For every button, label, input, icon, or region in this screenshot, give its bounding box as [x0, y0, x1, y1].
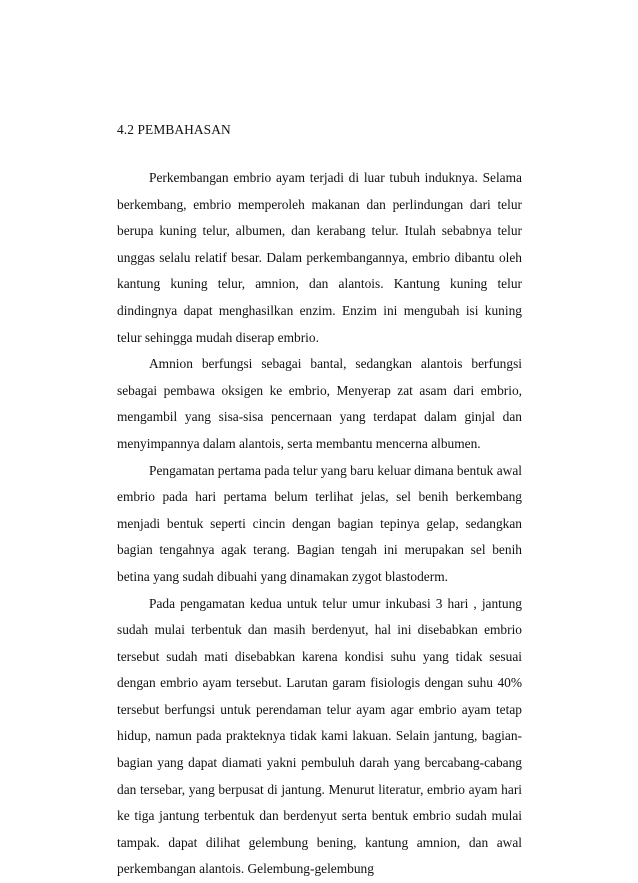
paragraph-4: Pada pengamatan kedua untuk telur umur inkubasi 3 hari , jantung sudah mulai terbentuk dan masih berdenyut, hal ini disebabkan embrio tersebut sudah mati disebabkan karena kondisi suhu yang tidak sesuai dengan embrio ayam tersebut. Larutan garam fisiologis dengan suhu 40% tersebut berfungsi untuk perendaman telur ayam agar embrio ayam tetap hidup, namun pada prakteknya tidak kami lakuan. Selain jantung, bagian-bagian yang dapat diamati yakni pembuluh darah yang bercabang-cabang dan tersebar, yang berpusat di jantung. Menurut literatur, embrio ayam hari ke tiga jantung terbentuk dan berdenyut serta bentuk embrio sudah mulai tampak. dapat dilihat gelembung bening, kantung amnion, dan awal perkembangan alantois. Gelembung-gelembung	[117, 591, 522, 883]
paragraph-2: Amnion berfungsi sebagai bantal, sedangkan alantois berfungsi sebagai pembawa oksigen ke embrio, Menyerap zat asam dari embrio, mengambil yang sisa-sisa pencernaan yang terdapat dalam ginjal dan menyimpannya dalam alantois, serta membantu mencerna albumen.	[117, 351, 522, 457]
body-text	[117, 165, 522, 883]
section-heading: 4.2 PEMBAHASAN	[117, 121, 231, 139]
paragraph-1: Perkembangan embrio ayam terjadi di luar tubuh induknya. Selama berkembang, embrio memperoleh makanan dan perlindungan dari telur berupa kuning telur, albumen, dan kerabang telur. Itulah sebabnya telur unggas selalu relatif besar. Dalam perkembangannya, embrio dibantu oleh kantung kuning telur, amnion, dan alantois. Kantung kuning telur dindingnya dapat menghasilkan enzim. Enzim ini mengubah isi kuning telur sehingga mudah diserap embrio.	[117, 165, 522, 351]
paragraph-3: Pengamatan pertama pada telur yang baru keluar dimana bentuk awal embrio pada hari pertama belum terlihat jelas, sel benih berkembang menjadi bentuk seperti cincin dengan bagian tepinya gelap, sedangkan bagian tengahnya agak terang. Bagian tengah ini merupakan sel benih betina yang sudah dibuahi yang dinamakan zygot blastoderm.	[117, 458, 522, 591]
